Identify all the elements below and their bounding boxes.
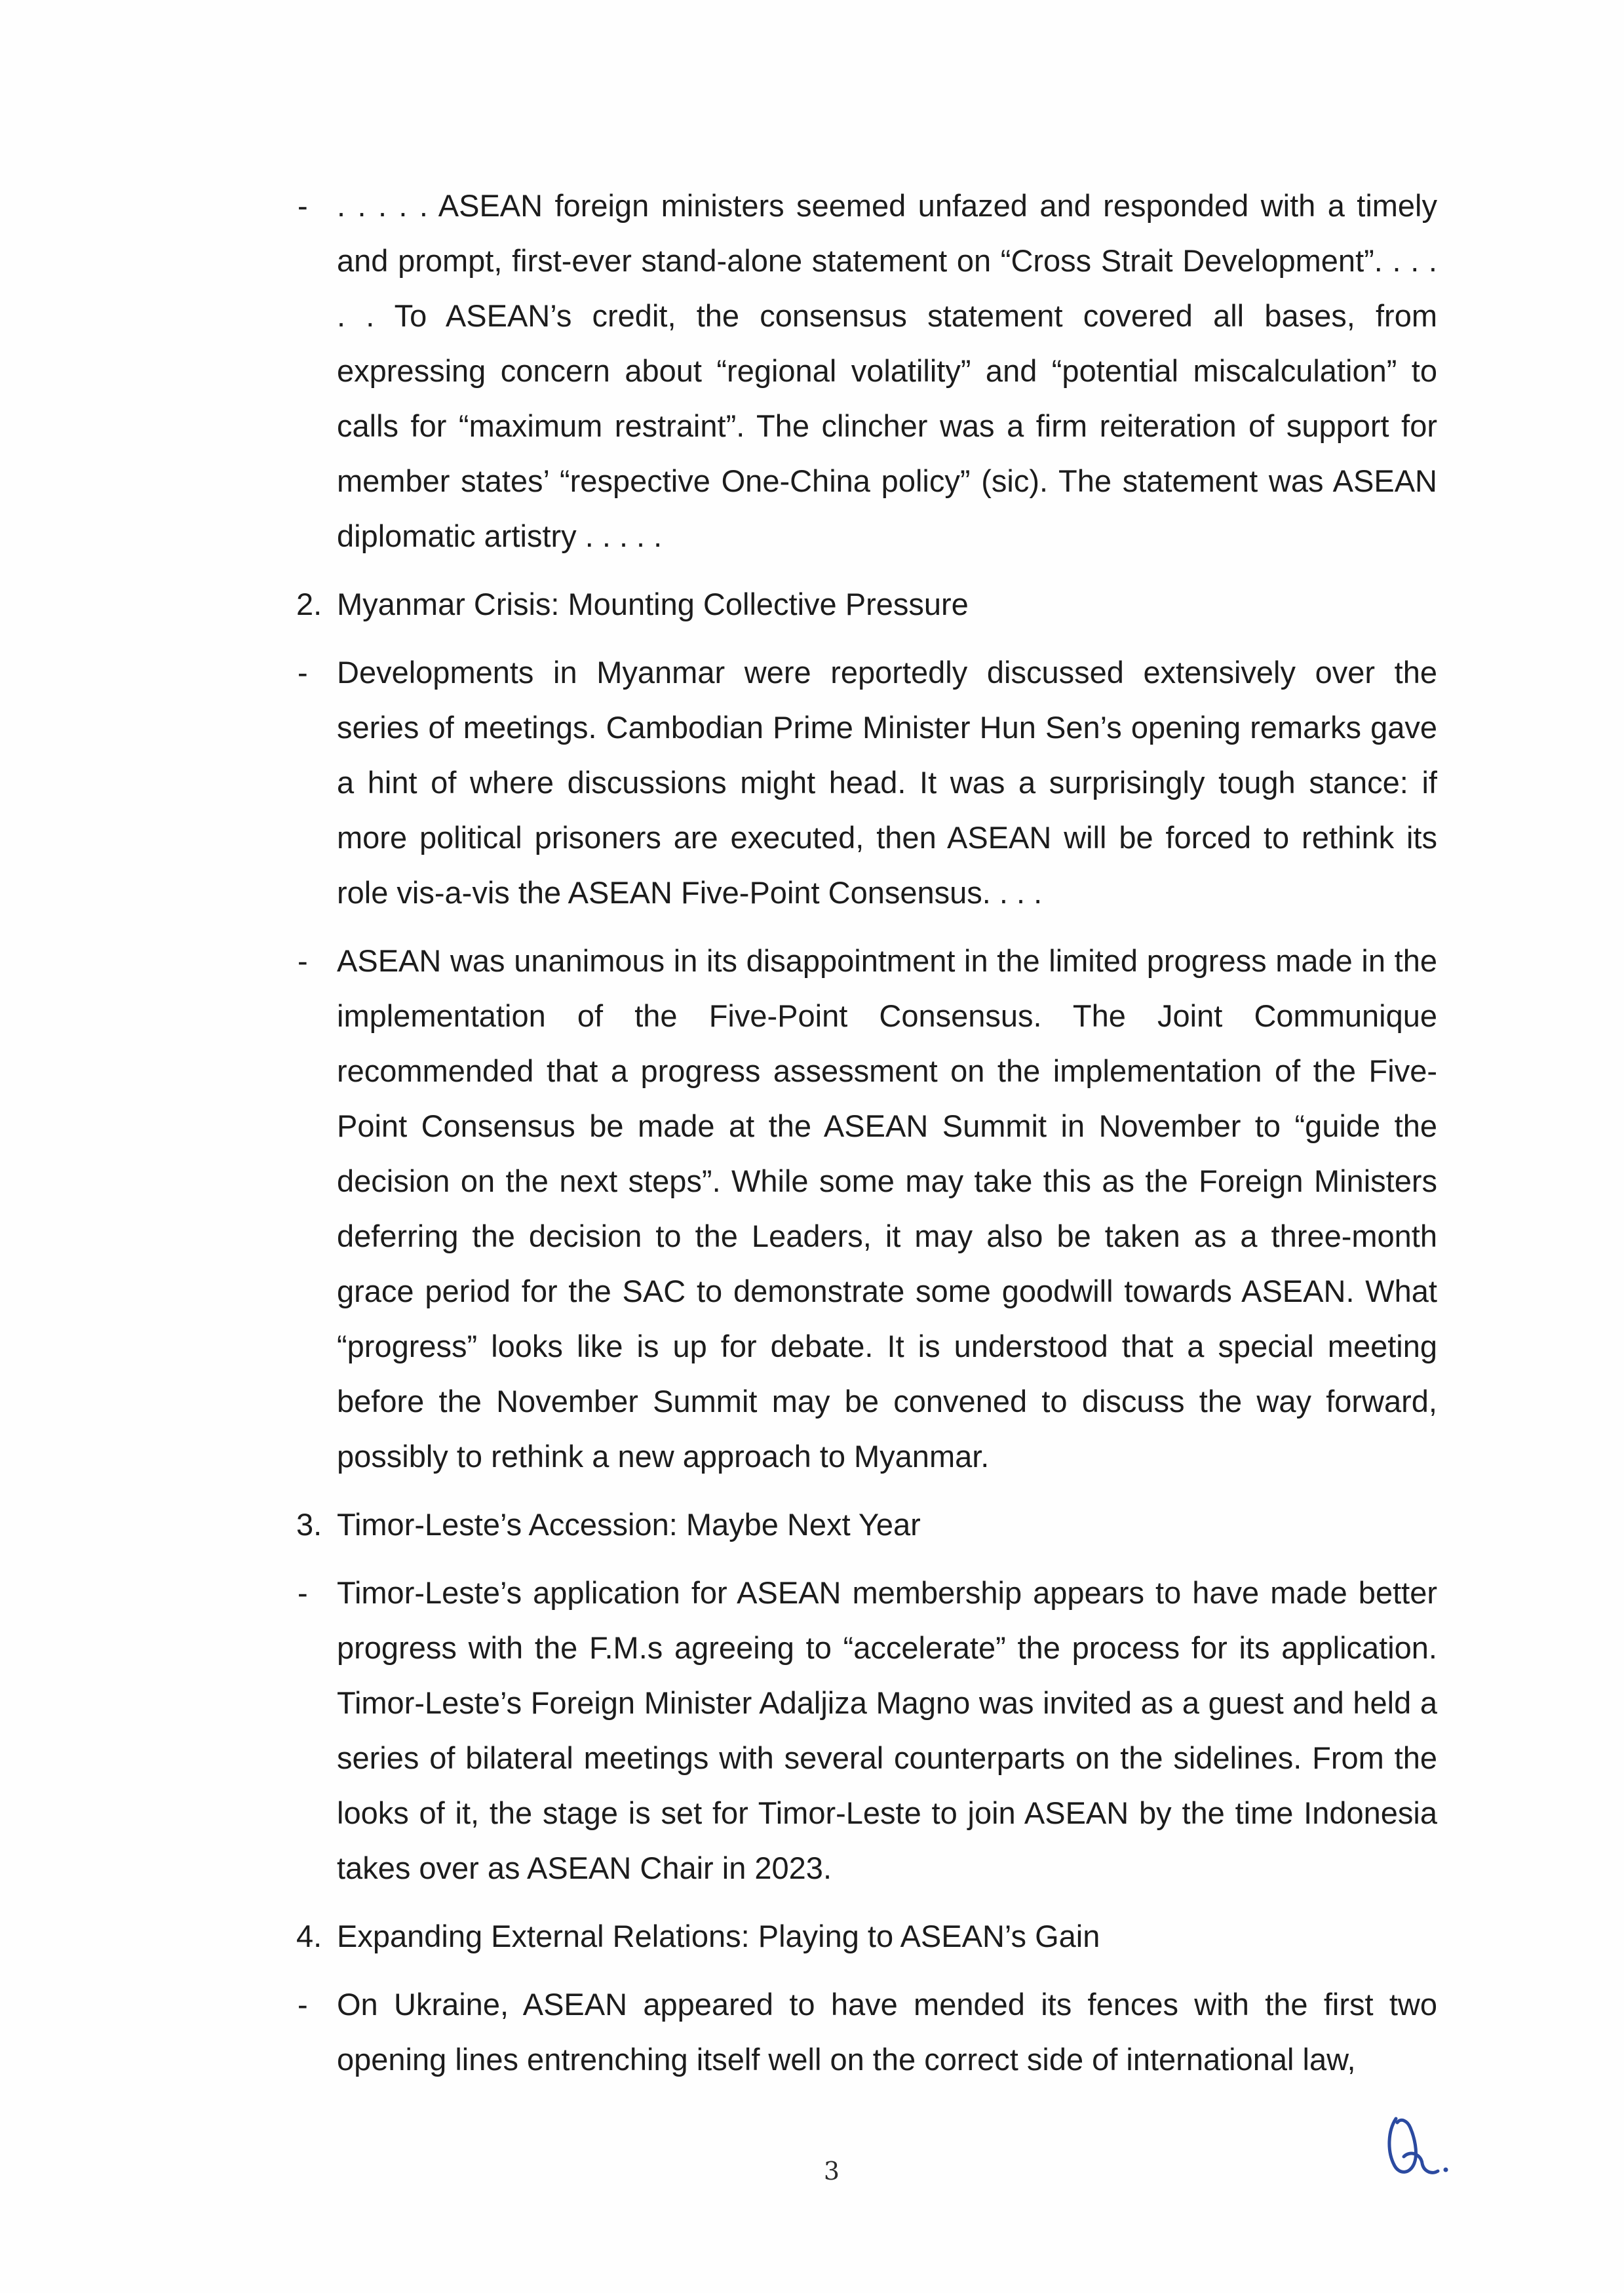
bullet-marker: - [298, 1575, 308, 1610]
section-title: Timor-Leste’s Accession: Maybe Next Year [337, 1507, 921, 1542]
document-body [294, 178, 1437, 2100]
bullet-marker: - [298, 188, 308, 223]
bullet-paragraph [294, 1565, 1437, 1896]
bullet-paragraph [294, 645, 1437, 920]
bullet-marker: - [298, 943, 308, 978]
section-number: 2. [296, 587, 322, 621]
paragraph-text: On Ukraine, ASEAN appeared to have mended its fences with the first two opening lines entrenching itself well on the correct side of international law, [337, 1987, 1437, 2077]
section-number: 4. [296, 1919, 322, 1953]
section-number: 3. [296, 1507, 322, 1542]
bullet-paragraph [294, 178, 1437, 564]
section-title: Myanmar Crisis: Mounting Collective Pressure [337, 587, 969, 621]
handwritten-initial-signature [1382, 2111, 1460, 2183]
section-title: Expanding External Relations: Playing to ASEAN’s Gain [337, 1919, 1100, 1953]
bullet-marker: - [298, 655, 308, 690]
paragraph-text: Timor-Leste’s application for ASEAN membership appears to have made better progress with the F.M.s agreeing to “accelerate” the process for its application. Timor-Leste’s Foreign Minister Adaljiza Magno was invited as a guest and held a series of bilateral meetings with several counterparts on the sidelines. From the looks of it, the stage is set for Timor-Leste to join ASEAN by the time Indonesia takes over as ASEAN Chair in 2023. [337, 1575, 1437, 1885]
bullet-paragraph [294, 1977, 1437, 2087]
paragraph-text: . . . . . ASEAN foreign ministers seemed unfazed and responded with a timely and prompt, first-ever stand-alone statement on “Cross Strait Development”. . . . . . To ASEAN’s credit, the consensus statement covered all bases, from expressing concern about “regional volatility” and “potential miscalculation” to calls for “maximum restraint”. The clincher was a firm reiteration of support for member states’ “respective One-China policy” (sic). The statement was ASEAN diplomatic artistry . . . . . [337, 188, 1437, 553]
bullet-marker: - [298, 1987, 308, 2022]
section-heading [294, 1497, 1437, 1552]
paragraph-text: ASEAN was unanimous in its disappointment in the limited progress made in the implementation of the Five-Point Consensus. The Joint Communique recommended that a progress assessment on the implementation of the Five-Point Consensus be made at the ASEAN Summit in November to “guide the decision on the next steps”. While some may take this as the Foreign Ministers deferring the decision to the Leaders, it may also be taken as a three-month grace period for the SAC to demonstrate some goodwill towards ASEAN. What “progress” looks like is up for debate. It is understood that a special meeting before the November Summit may be convened to discuss the way forward, possibly to rethink a new approach to Myanmar. [337, 943, 1437, 1474]
page-number: 3 [823, 2157, 840, 2185]
paragraph-text: Developments in Myanmar were reportedly discussed extensively over the series of meetings. Cambodian Prime Minister Hun Sen’s opening remarks gave a hint of where discussions might head. It was a surprisingly tough stance: if more political prisoners are executed, then ASEAN will be forced to rethink its role vis-a-vis the ASEAN Five-Point Consensus. . . . [337, 655, 1437, 910]
section-heading [294, 1909, 1437, 1964]
section-heading [294, 577, 1437, 632]
bullet-paragraph [294, 933, 1437, 1484]
